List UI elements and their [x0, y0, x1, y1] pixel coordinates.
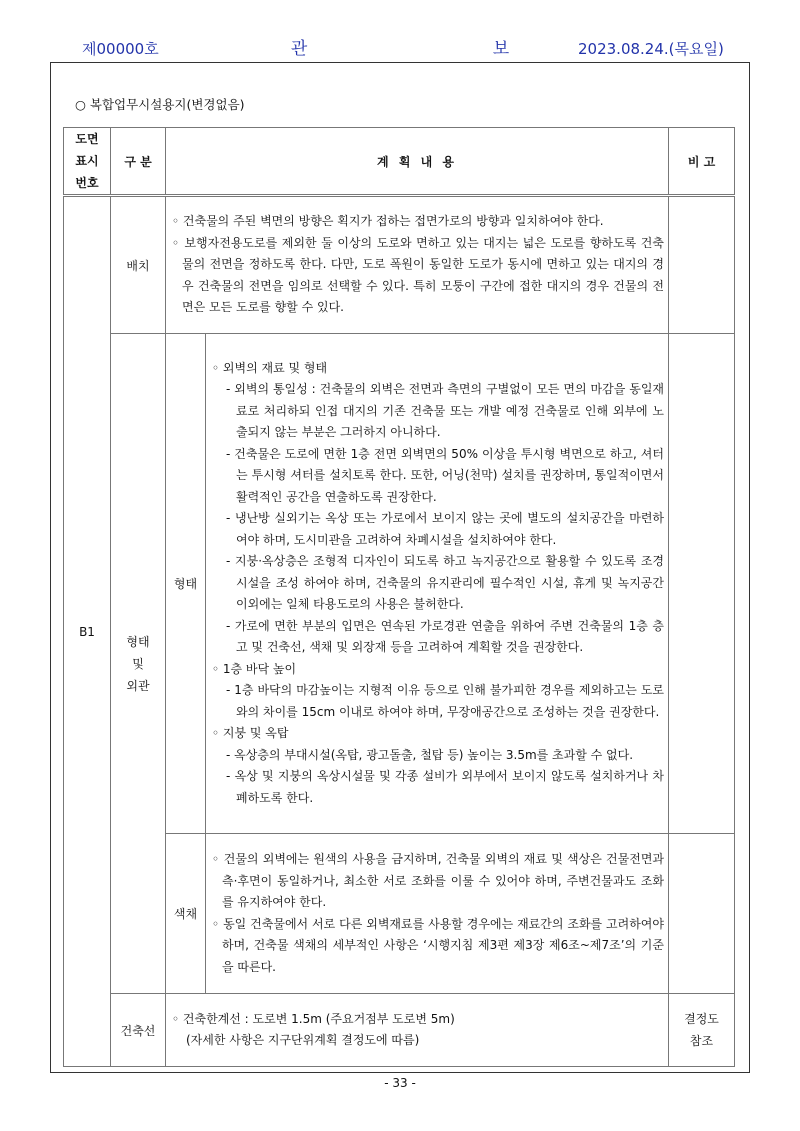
- form-content: ◦ 외벽의 재료 및 형태 - 외벽의 통일성 : 건축물의 외벽은 전면과 측면의 구별없이 모든 면의 마감을 동일재료로 처리하되 인접 대지의 기존 건축물 또는 개발 예정 건축물로 인해 외부에 노출되지 않는 부분은 그러하지 아니하다. - 건축물은 도로에 면한 1층 전면 외벽면의 50% 이상을 투시형 벽면으로 하고, 셔터는 투시형 셔터를 설치토록 한다. 또한, 어닝(천막) 설치를 권장하며, 통일적이면서 활력적인 공간을 연출하도록 권장한다. - 냉난방 실외기는 옥상 또는 가로에서 보이지 않는 곳에 별도의 설치공간을 마련하여야 하며, 도시미관을 고려하여 차폐시설을 설치하여야 한다. - 지붕·옥상층은 조형적 디자인이 되도록 하고 녹지공간으로 활용할 수 있도록 조경시설을 조성 하여야 하며, 건축물의 유지관리에 필수적인 시설, 휴게 및 녹지공간 이외에는 일체 타용도로의 사용은 불허한다. - 가로에 면한 부분의 입면은 연속된 가로경관 연출을 위하여 주변 건축물의 1층 층고 및 건축선, 색채 및 외장재 등을 고려하여 계획할 것을 권장한다. ◦ 1층 바닥 높이 - 1층 바닥의 마감높이는 지형적 이유 등으로 인해 불가피한 경우를 제외하고는 도로와의 차이를 15cm 이내로 하여야 하며, 무장애공간으로 조성하는 것을 권장한다. ◦ 지붕 및 옥탑 - 옥상층의 부대시설(옥탑, 광고돌출, 철탑 등) 높이는 3.5m를 초과할 수 없다. - 옥상 및 지붕의 옥상시설물 및 각종 설비가 외부에서 보이지 않도록 설치하거나 차폐하도록 한다.: [206, 334, 669, 834]
- building-line-content: ◦ 건축한계선 : 도로변 1.5m (주요거점부 도로변 5m) (자세한 사항은 지구단위계획 결정도에 따름): [166, 994, 669, 1067]
- subcategory-form: 형태: [166, 334, 206, 834]
- remarks-placement: [669, 196, 735, 334]
- category-building-line: 건축선: [111, 994, 166, 1067]
- header-map-no: 도면 표시 번호: [64, 128, 111, 196]
- remarks-color: [669, 834, 735, 994]
- issue-number: 제00000호: [82, 40, 159, 58]
- header-remarks: 비 고: [669, 128, 735, 196]
- table-row-placement: [64, 196, 735, 334]
- table-row-form: [64, 334, 735, 834]
- gazette-title: 관 보: [290, 39, 600, 59]
- remarks-building-line: 결정도 참조: [669, 994, 735, 1067]
- placement-content: ◦ 건축물의 주된 벽면의 방향은 획지가 접하는 접면가로의 방향과 일치하여야 한다. ◦ 보행자전용도로를 제외한 둘 이상의 도로와 면하고 있는 대지는 넓은 도로를 향하도록 건축물의 전면을 정하도록 한다. 다만, 도로 폭원이 동일한 도로가 동시에 면하고 있는 대지의 경우 건축물의 전면을 임의로 선택할 수 있다. 특히 모퉁이 구간에 접한 대지의 경우 건물의 전면은 모든 도로를 향할 수 있다.: [166, 196, 669, 334]
- table-row-building-line: [64, 994, 735, 1067]
- header-plan-content: 계 획 내 용: [166, 128, 669, 196]
- issue-date: 2023.08.24.(목요일): [578, 40, 724, 58]
- remarks-form: [669, 334, 735, 834]
- header-category: 구 분: [111, 128, 166, 196]
- map-no-cell: B1: [64, 196, 111, 1067]
- color-content: ◦ 건물의 외벽에는 원색의 사용을 금지하며, 건축물 외벽의 재료 및 색상은 건물전면과 측·후면이 동일하거나, 최소한 서로 조화를 이룰 수 있어야 하며, 주변건물과도 조화를 유지하여야 한다. ◦ 동일 건축물에서 서로 다른 외벽재료를 사용할 경우에는 재료간의 조화를 고려하여야 하며, 건축물 색채의 세부적인 사항은 ‘시행지침 제3편 제3장 제6조~제7조’의 기준을 따른다.: [206, 834, 669, 994]
- category-placement: 배치: [111, 196, 166, 334]
- table-header-row: [64, 128, 735, 196]
- subcategory-color: 색채: [166, 834, 206, 994]
- page-number: - 33 -: [384, 1076, 416, 1090]
- plan-table: [63, 127, 735, 1067]
- section-title: ○ 복합업무시설용지(변경없음): [75, 97, 245, 112]
- category-form-appearance: 형태 및 외관: [111, 334, 166, 994]
